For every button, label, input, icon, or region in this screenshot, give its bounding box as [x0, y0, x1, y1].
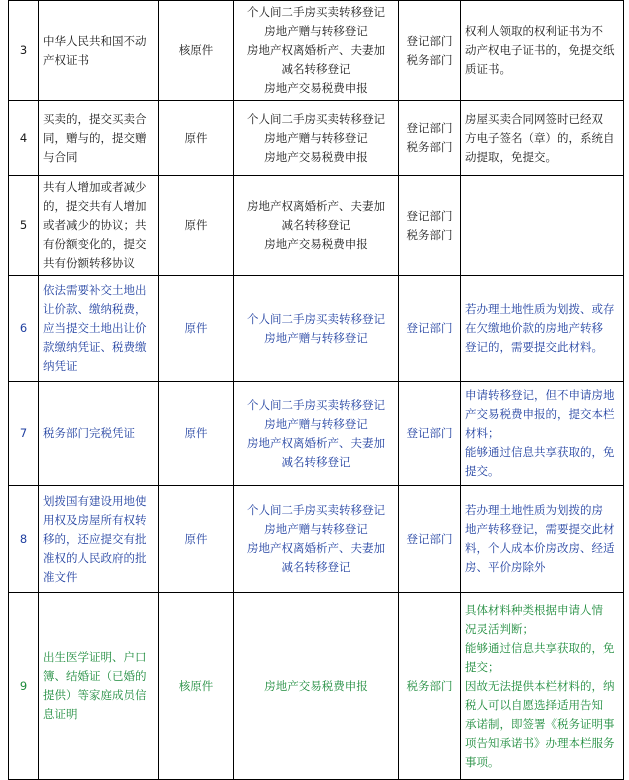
- cell-text-line: 动产权电子证书的，免提交纸: [465, 43, 615, 57]
- cell-text-line: 划拨国有建设用地使: [43, 493, 147, 508]
- cell-text-line: 减名转移登记: [281, 560, 351, 574]
- cell-text-line: 减名转移登记: [281, 62, 351, 76]
- cell-text-line: 让价款、缴纳税费，: [43, 302, 147, 316]
- row-number: 5: [9, 176, 39, 276]
- cell-text-line: 同，赠与的，提交赠: [43, 130, 147, 145]
- cell-text-line: 税务部门: [406, 52, 453, 67]
- applicable-items: [234, 1, 399, 101]
- cell-text-line: 个人间二手房买卖转移登记: [247, 503, 385, 517]
- materials-table: [8, 0, 624, 780]
- cell-text-line: 登记部门: [406, 121, 453, 135]
- cell-text-line: 权利人领取的权利证书为不: [465, 24, 603, 38]
- materials-table-body: [9, 1, 624, 780]
- cell-text-line: 具体材料种类根据申请人情: [465, 602, 603, 617]
- cell-text-line: 提供）等家庭成员信: [43, 688, 147, 702]
- material-form: 核原件: [159, 593, 234, 780]
- cell-text-line: 个人间二手房买卖转移登记: [247, 5, 385, 19]
- cell-text-line: 登记部门: [406, 208, 453, 223]
- cell-text-line: 房地产权离婚析产、夫妻加: [247, 435, 385, 450]
- cell-text-line: 登记部门: [406, 321, 453, 335]
- remarks: [461, 486, 624, 593]
- applicable-items: [234, 176, 399, 276]
- cell-text-line: 有份额变化的，提交: [43, 237, 147, 251]
- cell-text-line: 能够通过信息共享获取的，免: [465, 640, 615, 655]
- material-form: 原件: [159, 176, 234, 276]
- department: [399, 1, 461, 101]
- cell-text-line: 减名转移登记: [281, 454, 351, 469]
- table-row: [9, 176, 624, 276]
- cell-text-line: 能够通过信息共享获取的，免: [465, 445, 615, 459]
- cell-text-line: 料，个人成本价房改房、经适: [465, 541, 615, 555]
- remarks: [461, 593, 624, 780]
- cell-text-line: 房地产权离婚析产、夫妻加: [247, 541, 385, 555]
- cell-text-line: 簿、结婚证（已婚的: [43, 669, 147, 683]
- applicable-items: [234, 276, 399, 382]
- material-name: [39, 101, 159, 176]
- remarks: [461, 101, 624, 176]
- cell-text-line: 若办理土地性质为划拨的房: [465, 503, 603, 517]
- cell-text-line: 项告知承诺书》办理本栏服务: [465, 735, 615, 750]
- material-name: [39, 593, 159, 780]
- cell-text-line: 税务部门: [406, 678, 453, 693]
- table-row: [9, 1, 624, 101]
- row-number: 3: [9, 1, 39, 101]
- row-number: 8: [9, 486, 39, 593]
- cell-text-line: 登记部门: [406, 531, 453, 546]
- cell-text-line: 房地产交易税费申报: [264, 678, 368, 693]
- cell-text-line: 减名转移登记: [281, 218, 351, 232]
- cell-text-line: 登记部门: [406, 33, 453, 48]
- cell-text-line: 纳凭证: [43, 359, 78, 373]
- table-row: [9, 276, 624, 382]
- cell-text-line: 地产转移登记，需要提交此材: [465, 522, 615, 536]
- table-row: [9, 486, 624, 593]
- cell-text-line: 产权证书: [43, 52, 89, 67]
- cell-text-line: 房地产赠与转移登记: [264, 130, 368, 145]
- cell-text-line: 房地产赠与转移登记: [264, 330, 368, 345]
- table-row: [9, 593, 624, 780]
- cell-text-line: 或者减少的协议；共: [43, 218, 147, 232]
- cell-text-line: 共有份额转移协议: [43, 256, 135, 270]
- applicable-items: [234, 382, 399, 486]
- row-number: 9: [9, 593, 39, 780]
- page-edge: [624, 0, 629, 774]
- cell-text-line: 应当提交土地出让价: [43, 321, 147, 335]
- cell-text-line: 出生医学证明、户口: [43, 650, 147, 664]
- cell-text-line: 材料；: [465, 426, 500, 440]
- cell-text-line: 房、平价房除外: [465, 560, 546, 574]
- cell-text-line: 税务部门: [406, 140, 453, 154]
- cell-text-line: 事项。: [465, 754, 500, 769]
- cell-text-line: 动提取，免提交。: [465, 149, 557, 164]
- cell-text-line: 房地产交易税费申报: [264, 149, 368, 164]
- cell-text-line: 提交。: [465, 464, 500, 478]
- remarks: [461, 276, 624, 382]
- department: [399, 276, 461, 382]
- material-form: 核原件: [159, 1, 234, 101]
- cell-text-line: 用权及房屋所有权转: [43, 512, 147, 527]
- department: [399, 486, 461, 593]
- cell-text-line: 承诺制，即签署《税务证明事: [465, 716, 615, 731]
- cell-text-line: 个人间二手房买卖转移登记: [247, 311, 385, 326]
- remarks: [461, 1, 624, 101]
- table-row: [9, 101, 624, 176]
- cell-text-line: 个人间二手房买卖转移登记: [247, 111, 385, 126]
- cell-text-line: 房地产交易税费申报: [264, 237, 368, 251]
- cell-text-line: 准权的人民政府的批: [43, 550, 147, 565]
- cell-text-line: 登记的，需要提交此材料。: [465, 340, 603, 354]
- cell-text-line: 登记部门: [406, 426, 453, 440]
- material-name: [39, 176, 159, 276]
- cell-text-line: 方电子签名（章）的，系统自: [465, 130, 615, 145]
- cell-text-line: 房屋买卖合同网签时已经双: [465, 111, 603, 126]
- cell-text-line: 个人间二手房买卖转移登记: [247, 397, 385, 412]
- department: [399, 382, 461, 486]
- department: [399, 176, 461, 276]
- cell-text-line: 共有人增加或者减少: [43, 180, 147, 194]
- cell-text-line: 税人可以自愿选择适用告知: [465, 697, 603, 712]
- cell-text-line: 房地产交易税费申报: [264, 81, 368, 95]
- cell-text-line: 依法需要补交土地出: [43, 283, 147, 297]
- department: [399, 593, 461, 780]
- cell-text-line: 房地产赠与转移登记: [264, 416, 368, 431]
- row-number: 4: [9, 101, 39, 176]
- cell-text-line: 质证书。: [465, 62, 511, 76]
- cell-text-line: 的，提交共有人增加: [43, 199, 147, 213]
- cell-text-line: 中华人民共和国不动: [43, 33, 147, 48]
- cell-text-line: 产交易税费申报的，提交本栏: [465, 407, 615, 421]
- cell-text-line: 申请转移登记，但不申请房地: [465, 388, 615, 402]
- row-number: 6: [9, 276, 39, 382]
- table-row: [9, 382, 624, 486]
- applicable-items: [234, 486, 399, 593]
- cell-text-line: 况灵活判断；: [465, 621, 534, 636]
- department: [399, 101, 461, 176]
- cell-text-line: 准文件: [43, 569, 78, 584]
- cell-text-line: 税务部门: [406, 227, 453, 242]
- material-name: [39, 486, 159, 593]
- applicable-items: [234, 593, 399, 780]
- cell-text-line: 款缴纳凭证、税费缴: [43, 340, 147, 354]
- cell-text-line: 息证明: [43, 707, 78, 721]
- remarks: [461, 176, 624, 276]
- remarks: [461, 382, 624, 486]
- cell-text-line: 因故无法提供本栏材料的，纳: [465, 678, 615, 693]
- material-form: 原件: [159, 486, 234, 593]
- material-name: [39, 276, 159, 382]
- applicable-items: [234, 101, 399, 176]
- cell-text-line: 提交；: [465, 659, 500, 674]
- cell-text-line: 买卖的，提交买卖合: [43, 111, 147, 126]
- cell-text-line: 税务部门完税凭证: [43, 426, 135, 440]
- row-number: 7: [9, 382, 39, 486]
- cell-text-line: 与合同: [43, 149, 78, 164]
- cell-text-line: 若办理土地性质为划拨、或存: [465, 302, 615, 316]
- cell-text-line: 在欠缴地价款的房地产转移: [465, 321, 603, 335]
- material-name: [39, 1, 159, 101]
- cell-text-line: 房地产权离婚析产、夫妻加: [247, 43, 385, 57]
- material-form: 原件: [159, 382, 234, 486]
- cell-text-line: 移的，还应提交有批: [43, 531, 147, 546]
- cell-text-line: 房地产赠与转移登记: [264, 522, 368, 536]
- cell-text-line: 房地产权离婚析产、夫妻加: [247, 199, 385, 213]
- material-form: 原件: [159, 101, 234, 176]
- material-name: [39, 382, 159, 486]
- cell-text-line: 房地产赠与转移登记: [264, 24, 368, 38]
- material-form: 原件: [159, 276, 234, 382]
